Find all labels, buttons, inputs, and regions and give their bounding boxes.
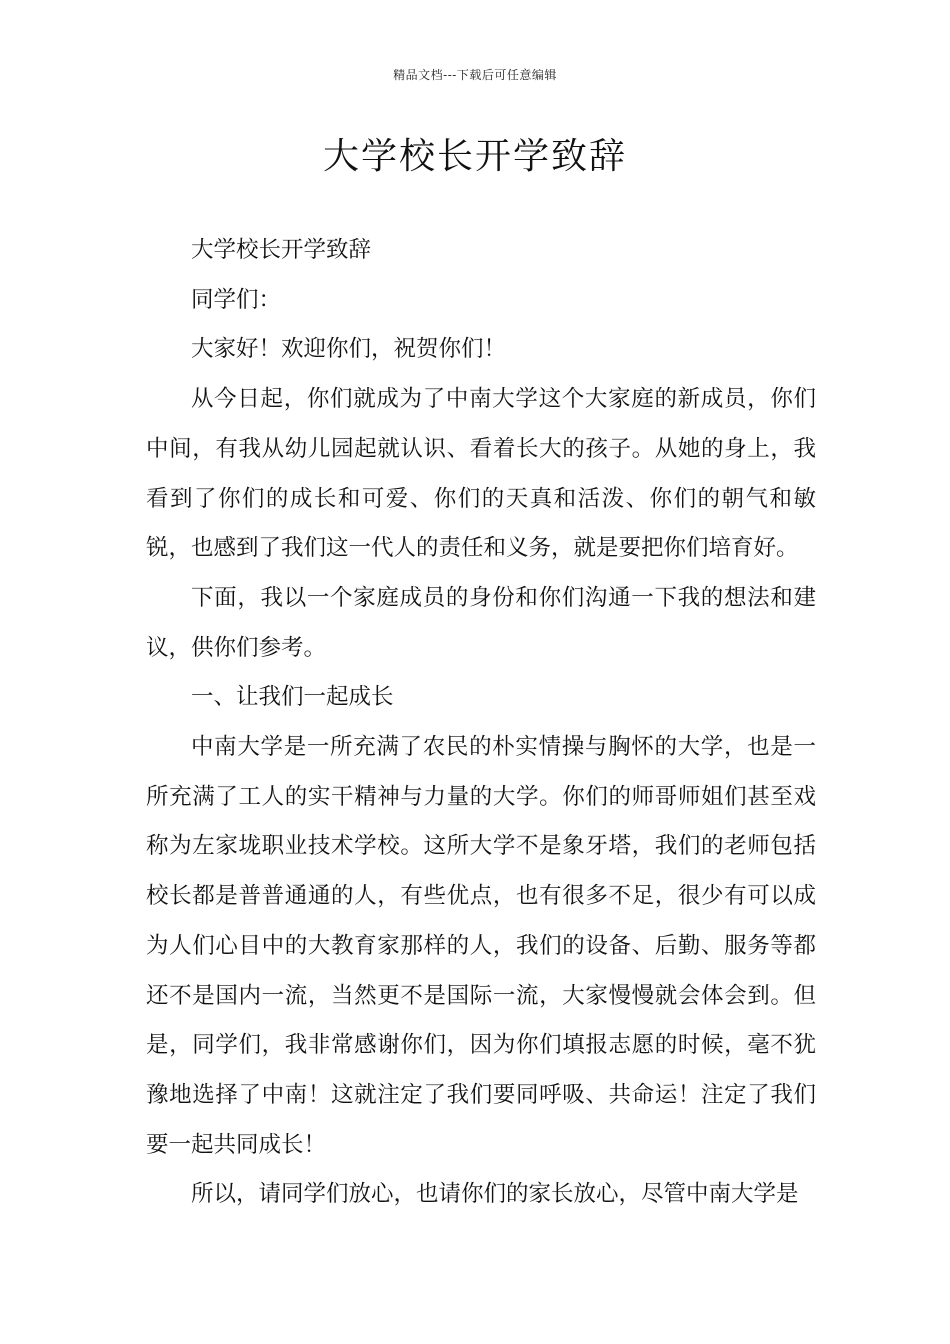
section-heading: 一、让我们一起成长 <box>191 684 394 711</box>
paragraph-greeting: 大家好！欢迎你们，祝贺你们！ <box>191 336 507 363</box>
paragraph-subtitle: 大学校长开学致辞 <box>191 237 372 263</box>
paragraph: 下面，我以一个家庭成员的身份和你们沟通一下我的想法和建议，供你们参考。 <box>146 584 816 661</box>
paragraph-salutation: 同学们： <box>191 286 282 313</box>
paragraph: 所以，请同学们放心，也请你们的家长放心，尽管中南大学是 <box>191 1181 799 1208</box>
document-body <box>146 226 816 1220</box>
paragraph: 从今日起，你们就成为了中南大学这个大家庭的新成员，你们中间，有我从幼儿园起就认识、看着长大的孩子。从她的身上，我看到了你们的成长和可爱、你们的天真和活泼、你们的朝气和敏锐，也感到了我们这一代人的责任和义务，就是要把你们培育好。 <box>146 386 816 562</box>
paragraph: 中南大学是一所充满了农民的朴实情操与胸怀的大学，也是一所充满了工人的实干精神与力量的大学。你们的师哥师姐们甚至戏称为左家垅职业技术学校。这所大学不是象牙塔，我们的老师包括校长都是普普通通的人，有些优点，也有很多不足，很少有可以成为人们心目中的大教育家那样的人，我们的设备、后勤、服务等都还不是国内一流，当然更不是国际一流，大家慢慢就会体会到。但是，同学们，我非常感谢你们，因为你们填报志愿的时候，毫不犹豫地选择了中南！这就注定了我们要同呼吸、共命运！注定了我们要一起共同成长！ <box>146 734 816 1158</box>
document-title: 大学校长开学致辞 <box>322 136 627 177</box>
header-note: 精品文档---下载后可任意编辑 <box>393 68 557 82</box>
